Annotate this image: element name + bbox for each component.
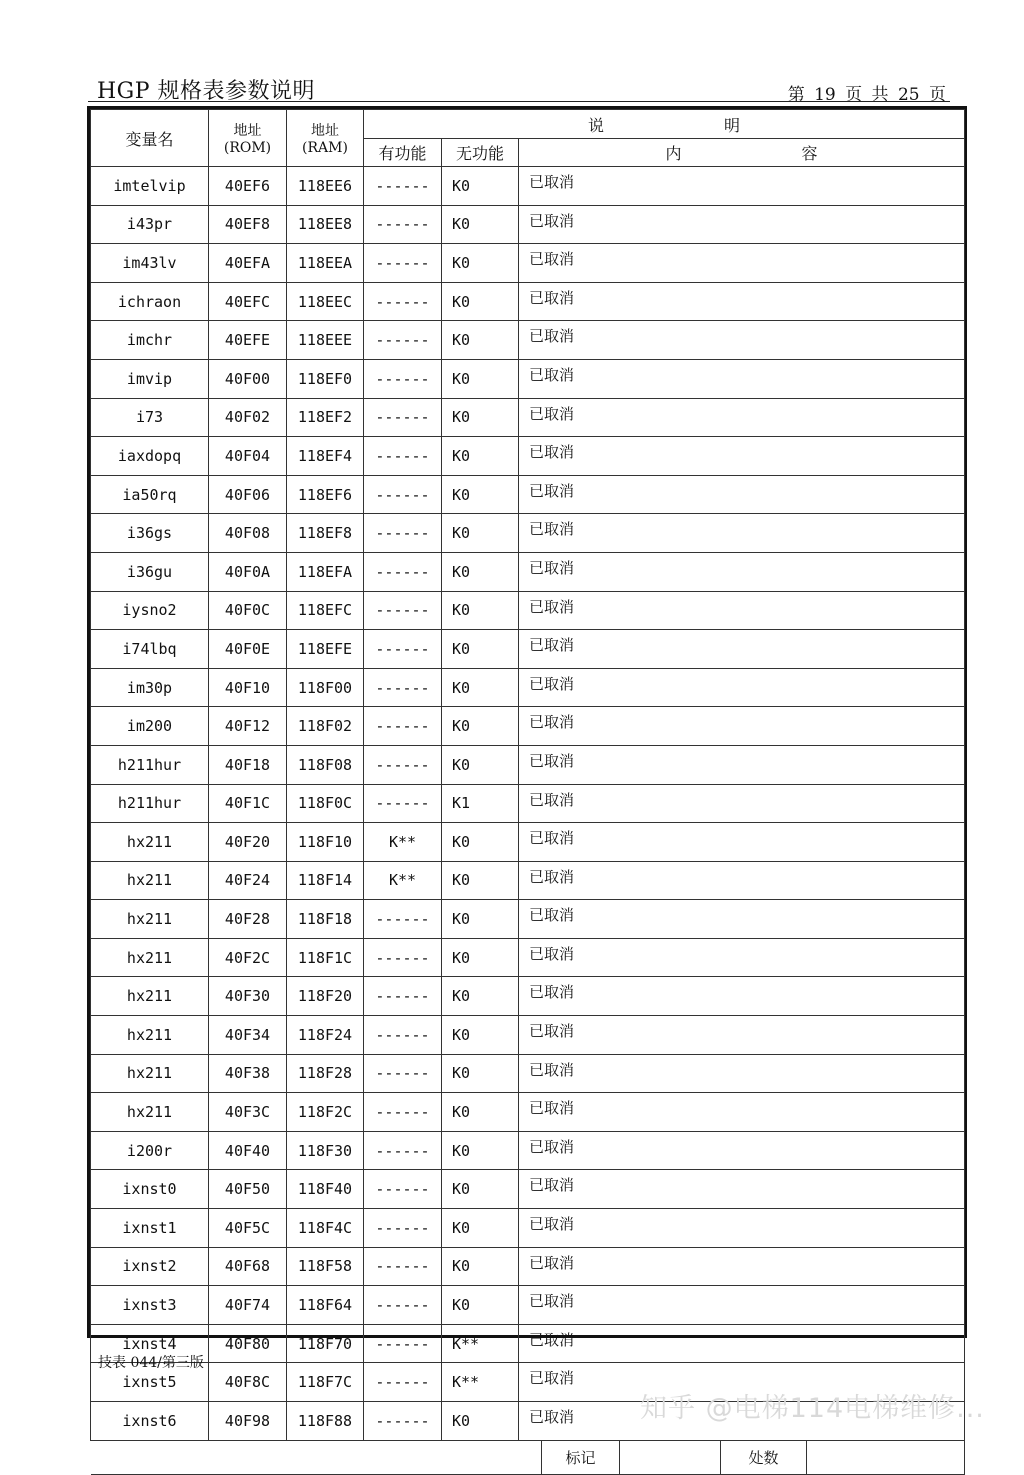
cell-has-func: K** — [364, 823, 442, 862]
cell-content: 已取消 — [519, 552, 965, 591]
cell-content: 已取消 — [519, 1054, 965, 1093]
cell-content: 已取消 — [519, 1093, 965, 1132]
cell-addr-rom: 40EFE — [209, 321, 287, 360]
cell-var-name: i200r — [91, 1131, 209, 1170]
cell-has-func: ------ — [364, 282, 442, 321]
cell-addr-rom: 40F0A — [209, 552, 287, 591]
cell-addr-ram: 118F00 — [287, 668, 364, 707]
table-row — [91, 861, 965, 900]
footer-count-value — [807, 1440, 965, 1475]
page-title: HGP 规格表参数说明 — [97, 79, 316, 104]
table-row — [91, 745, 965, 784]
cell-no-func: K0 — [442, 475, 519, 514]
table-body — [91, 167, 965, 1441]
cell-has-func: ------ — [364, 1054, 442, 1093]
cell-addr-ram: 118F02 — [287, 707, 364, 746]
cell-content: 已取消 — [519, 630, 965, 669]
cell-content: 已取消 — [519, 1363, 965, 1402]
cell-addr-ram: 118F08 — [287, 745, 364, 784]
cell-has-func: ------ — [364, 205, 442, 244]
cell-addr-ram: 118F58 — [287, 1247, 364, 1286]
cell-addr-ram: 118EE6 — [287, 167, 364, 206]
cell-addr-ram: 118F0C — [287, 784, 364, 823]
cell-has-func: ------ — [364, 938, 442, 977]
cell-var-name: ia50rq — [91, 475, 209, 514]
cell-has-func: ------ — [364, 552, 442, 591]
cell-addr-ram: 118F40 — [287, 1170, 364, 1209]
cell-content: 已取消 — [519, 244, 965, 283]
cell-addr-ram: 118EF8 — [287, 514, 364, 553]
cell-has-func: ------ — [364, 398, 442, 437]
cell-no-func: K0 — [442, 861, 519, 900]
cell-content: 已取消 — [519, 1402, 965, 1441]
header-addr-ram: 地址 (RAM) — [287, 110, 364, 167]
cell-addr-rom: 40EF8 — [209, 205, 287, 244]
cell-no-func: K0 — [442, 205, 519, 244]
cell-addr-ram: 118EFE — [287, 630, 364, 669]
cell-var-name: imchr — [91, 321, 209, 360]
cell-addr-ram: 118F88 — [287, 1402, 364, 1441]
cell-addr-ram: 118EF6 — [287, 475, 364, 514]
cell-var-name: imvip — [91, 359, 209, 398]
table-row — [91, 1247, 965, 1286]
cell-has-func: ------ — [364, 1093, 442, 1132]
cell-has-func: ------ — [364, 514, 442, 553]
table-row — [91, 1170, 965, 1209]
cell-var-name: imtelvip — [91, 167, 209, 206]
cell-addr-ram: 118F4C — [287, 1209, 364, 1248]
cell-addr-ram: 118F30 — [287, 1131, 364, 1170]
cell-addr-rom: 40F74 — [209, 1286, 287, 1325]
table-row — [91, 205, 965, 244]
cell-has-func: ------ — [364, 359, 442, 398]
cell-addr-rom: 40F34 — [209, 1016, 287, 1055]
cell-content: 已取消 — [519, 475, 965, 514]
cell-has-func: ------ — [364, 437, 442, 476]
page-number: 第 19 页 共 25 页 — [787, 85, 946, 105]
header-has-func: 有功能 — [364, 139, 442, 167]
cell-content: 已取消 — [519, 591, 965, 630]
cell-has-func: ------ — [364, 1363, 442, 1402]
cell-no-func: K0 — [442, 514, 519, 553]
cell-content: 已取消 — [519, 205, 965, 244]
cell-addr-ram: 118F28 — [287, 1054, 364, 1093]
cell-var-name: i73 — [91, 398, 209, 437]
cell-addr-ram: 118F24 — [287, 1016, 364, 1055]
cell-has-func: ------ — [364, 1209, 442, 1248]
cell-has-func: ------ — [364, 1131, 442, 1170]
cell-no-func: K0 — [442, 167, 519, 206]
cell-no-func: K** — [442, 1324, 519, 1363]
cell-content: 已取消 — [519, 359, 965, 398]
table-row — [91, 437, 965, 476]
cell-addr-ram: 118EF2 — [287, 398, 364, 437]
table-row — [91, 244, 965, 283]
header-rule — [88, 101, 950, 102]
cell-addr-rom: 40F38 — [209, 1054, 287, 1093]
cell-var-name: hx211 — [91, 900, 209, 939]
cell-has-func: ------ — [364, 1170, 442, 1209]
table-row — [91, 514, 965, 553]
cell-has-func: ------ — [364, 591, 442, 630]
table-row — [91, 591, 965, 630]
cell-content: 已取消 — [519, 167, 965, 206]
cell-var-name: im30p — [91, 668, 209, 707]
cell-no-func: K0 — [442, 1093, 519, 1132]
cell-addr-ram: 118EEA — [287, 244, 364, 283]
cell-content: 已取消 — [519, 1016, 965, 1055]
cell-addr-rom: 40F24 — [209, 861, 287, 900]
cell-no-func: K0 — [442, 707, 519, 746]
cell-no-func: K1 — [442, 784, 519, 823]
cell-var-name: ixnst1 — [91, 1209, 209, 1248]
cell-addr-rom: 40F00 — [209, 359, 287, 398]
cell-content: 已取消 — [519, 437, 965, 476]
header-content: 内 容 — [519, 139, 965, 167]
cell-no-func: K** — [442, 1363, 519, 1402]
cell-content: 已取消 — [519, 1324, 965, 1363]
table-row — [91, 1093, 965, 1132]
cell-var-name: ixnst4 — [91, 1324, 209, 1363]
cell-addr-ram: 118F70 — [287, 1324, 364, 1363]
table-row — [91, 823, 965, 862]
cell-var-name: hx211 — [91, 1093, 209, 1132]
cell-has-func: ------ — [364, 977, 442, 1016]
cell-no-func: K0 — [442, 244, 519, 283]
cell-no-func: K0 — [442, 1131, 519, 1170]
cell-content: 已取消 — [519, 1170, 965, 1209]
cell-no-func: K0 — [442, 745, 519, 784]
footer-count-label: 处数 — [721, 1440, 807, 1475]
cell-addr-rom: 40F0E — [209, 630, 287, 669]
table-row — [91, 977, 965, 1016]
cell-var-name: hx211 — [91, 861, 209, 900]
cell-addr-ram: 118F20 — [287, 977, 364, 1016]
cell-var-name: hx211 — [91, 1054, 209, 1093]
table-row — [91, 282, 965, 321]
cell-addr-ram: 118F7C — [287, 1363, 364, 1402]
cell-addr-ram: 118F2C — [287, 1093, 364, 1132]
cell-addr-rom: 40F5C — [209, 1209, 287, 1248]
cell-content: 已取消 — [519, 1286, 965, 1325]
cell-has-func: ------ — [364, 475, 442, 514]
table-row — [91, 630, 965, 669]
cell-addr-rom: 40F12 — [209, 707, 287, 746]
table-row — [91, 668, 965, 707]
cell-has-func: ------ — [364, 1247, 442, 1286]
cell-no-func: K0 — [442, 398, 519, 437]
cell-no-func: K0 — [442, 900, 519, 939]
cell-addr-rom: 40F80 — [209, 1324, 287, 1363]
cell-addr-rom: 40F50 — [209, 1170, 287, 1209]
cell-var-name: iysno2 — [91, 591, 209, 630]
cell-content: 已取消 — [519, 900, 965, 939]
cell-addr-ram: 118F14 — [287, 861, 364, 900]
cell-addr-ram: 118EF4 — [287, 437, 364, 476]
table-row — [91, 359, 965, 398]
cell-var-name: i36gs — [91, 514, 209, 553]
header-var-name: 变量名 — [91, 110, 209, 167]
cell-addr-rom: 40F30 — [209, 977, 287, 1016]
table-row — [91, 1209, 965, 1248]
cell-content: 已取消 — [519, 668, 965, 707]
cell-content: 已取消 — [519, 707, 965, 746]
form-code: 技表 044/第三版 — [98, 1355, 204, 1371]
footer-mark-value — [620, 1440, 721, 1475]
cell-addr-rom: 40F28 — [209, 900, 287, 939]
cell-addr-rom: 40F8C — [209, 1363, 287, 1402]
cell-has-func: ------ — [364, 244, 442, 283]
cell-addr-ram: 118F1C — [287, 938, 364, 977]
cell-addr-rom: 40F04 — [209, 437, 287, 476]
cell-content: 已取消 — [519, 861, 965, 900]
cell-no-func: K0 — [442, 591, 519, 630]
cell-addr-rom: 40F98 — [209, 1402, 287, 1441]
table-row — [91, 707, 965, 746]
cell-var-name: im200 — [91, 707, 209, 746]
cell-addr-ram: 118F10 — [287, 823, 364, 862]
cell-addr-rom: 40F1C — [209, 784, 287, 823]
cell-addr-rom: 40F2C — [209, 938, 287, 977]
cell-addr-ram: 118EFA — [287, 552, 364, 591]
cell-var-name: ixnst0 — [91, 1170, 209, 1209]
cell-addr-ram: 118EE8 — [287, 205, 364, 244]
cell-addr-rom: 40F40 — [209, 1131, 287, 1170]
cell-addr-rom: 40F18 — [209, 745, 287, 784]
cell-no-func: K0 — [442, 1209, 519, 1248]
footer-blank — [91, 1440, 542, 1475]
watermark: 知乎 @电梯114电梯维修... — [640, 1393, 985, 1424]
cell-has-func: ------ — [364, 1286, 442, 1325]
cell-content: 已取消 — [519, 1131, 965, 1170]
cell-no-func: K0 — [442, 437, 519, 476]
cell-var-name: im43lv — [91, 244, 209, 283]
cell-addr-ram: 118EEE — [287, 321, 364, 360]
cell-no-func: K0 — [442, 321, 519, 360]
table-row — [91, 475, 965, 514]
cell-has-func: ------ — [364, 1402, 442, 1441]
cell-no-func: K0 — [442, 1054, 519, 1093]
cell-content: 已取消 — [519, 745, 965, 784]
cell-addr-ram: 118EEC — [287, 282, 364, 321]
cell-no-func: K0 — [442, 1286, 519, 1325]
cell-has-func: ------ — [364, 668, 442, 707]
cell-content: 已取消 — [519, 823, 965, 862]
cell-addr-rom: 40F3C — [209, 1093, 287, 1132]
cell-addr-rom: 40F68 — [209, 1247, 287, 1286]
cell-content: 已取消 — [519, 1209, 965, 1248]
table-row — [91, 1324, 965, 1363]
table-row — [91, 552, 965, 591]
cell-has-func: ------ — [364, 745, 442, 784]
cell-content: 已取消 — [519, 398, 965, 437]
cell-addr-rom: 40EF6 — [209, 167, 287, 206]
cell-var-name: hx211 — [91, 938, 209, 977]
cell-addr-rom: 40F10 — [209, 668, 287, 707]
cell-content: 已取消 — [519, 514, 965, 553]
cell-no-func: K0 — [442, 552, 519, 591]
table-row — [91, 1054, 965, 1093]
cell-has-func: ------ — [364, 167, 442, 206]
footer-mark-label: 标记 — [542, 1440, 620, 1475]
cell-has-func: ------ — [364, 707, 442, 746]
cell-var-name: ixnst2 — [91, 1247, 209, 1286]
cell-has-func: ------ — [364, 1324, 442, 1363]
cell-addr-rom: 40F08 — [209, 514, 287, 553]
cell-addr-rom: 40F06 — [209, 475, 287, 514]
cell-no-func: K0 — [442, 1016, 519, 1055]
cell-no-func: K0 — [442, 938, 519, 977]
cell-no-func: K0 — [442, 977, 519, 1016]
table-row — [91, 1286, 965, 1325]
cell-content: 已取消 — [519, 784, 965, 823]
table-row — [91, 1016, 965, 1055]
cell-var-name: i36gu — [91, 552, 209, 591]
cell-addr-ram: 118EF0 — [287, 359, 364, 398]
cell-no-func: K0 — [442, 359, 519, 398]
cell-no-func: K0 — [442, 282, 519, 321]
cell-has-func: ------ — [364, 784, 442, 823]
table-row — [91, 167, 965, 206]
cell-has-func: ------ — [364, 630, 442, 669]
cell-var-name: hx211 — [91, 823, 209, 862]
cell-var-name: h211hur — [91, 784, 209, 823]
cell-addr-rom: 40EFC — [209, 282, 287, 321]
table-row — [91, 321, 965, 360]
header-addr-rom: 地址 (ROM) — [209, 110, 287, 167]
cell-content: 已取消 — [519, 977, 965, 1016]
cell-var-name: ichraon — [91, 282, 209, 321]
cell-var-name: h211hur — [91, 745, 209, 784]
cell-addr-ram: 118F64 — [287, 1286, 364, 1325]
cell-addr-ram: 118EFC — [287, 591, 364, 630]
cell-addr-rom: 40F02 — [209, 398, 287, 437]
cell-no-func: K0 — [442, 1402, 519, 1441]
cell-var-name: i43pr — [91, 205, 209, 244]
table-row — [91, 1131, 965, 1170]
cell-addr-rom: 40F20 — [209, 823, 287, 862]
cell-addr-rom: 40F0C — [209, 591, 287, 630]
cell-content: 已取消 — [519, 1247, 965, 1286]
cell-no-func: K0 — [442, 630, 519, 669]
table-row — [91, 938, 965, 977]
cell-content: 已取消 — [519, 938, 965, 977]
cell-var-name: ixnst6 — [91, 1402, 209, 1441]
cell-var-name: iaxdopq — [91, 437, 209, 476]
cell-addr-ram: 118F18 — [287, 900, 364, 939]
cell-has-func: ------ — [364, 1016, 442, 1055]
cell-var-name: i74lbq — [91, 630, 209, 669]
footer-row — [91, 1440, 965, 1475]
cell-no-func: K0 — [442, 1170, 519, 1209]
cell-var-name: hx211 — [91, 1016, 209, 1055]
cell-no-func: K0 — [442, 668, 519, 707]
cell-var-name: hx211 — [91, 977, 209, 1016]
table-row — [91, 784, 965, 823]
cell-content: 已取消 — [519, 282, 965, 321]
cell-addr-rom: 40EFA — [209, 244, 287, 283]
cell-var-name: ixnst3 — [91, 1286, 209, 1325]
table-row — [91, 900, 965, 939]
cell-no-func: K0 — [442, 1247, 519, 1286]
cell-has-func: ------ — [364, 321, 442, 360]
cell-var-name: ixnst5 — [91, 1363, 209, 1402]
cell-content: 已取消 — [519, 321, 965, 360]
cell-has-func: K** — [364, 861, 442, 900]
header-description: 说 明 — [364, 110, 965, 139]
spec-table — [90, 109, 965, 1475]
table-row — [91, 398, 965, 437]
cell-has-func: ------ — [364, 900, 442, 939]
cell-no-func: K0 — [442, 823, 519, 862]
header-no-func: 无功能 — [442, 139, 519, 167]
